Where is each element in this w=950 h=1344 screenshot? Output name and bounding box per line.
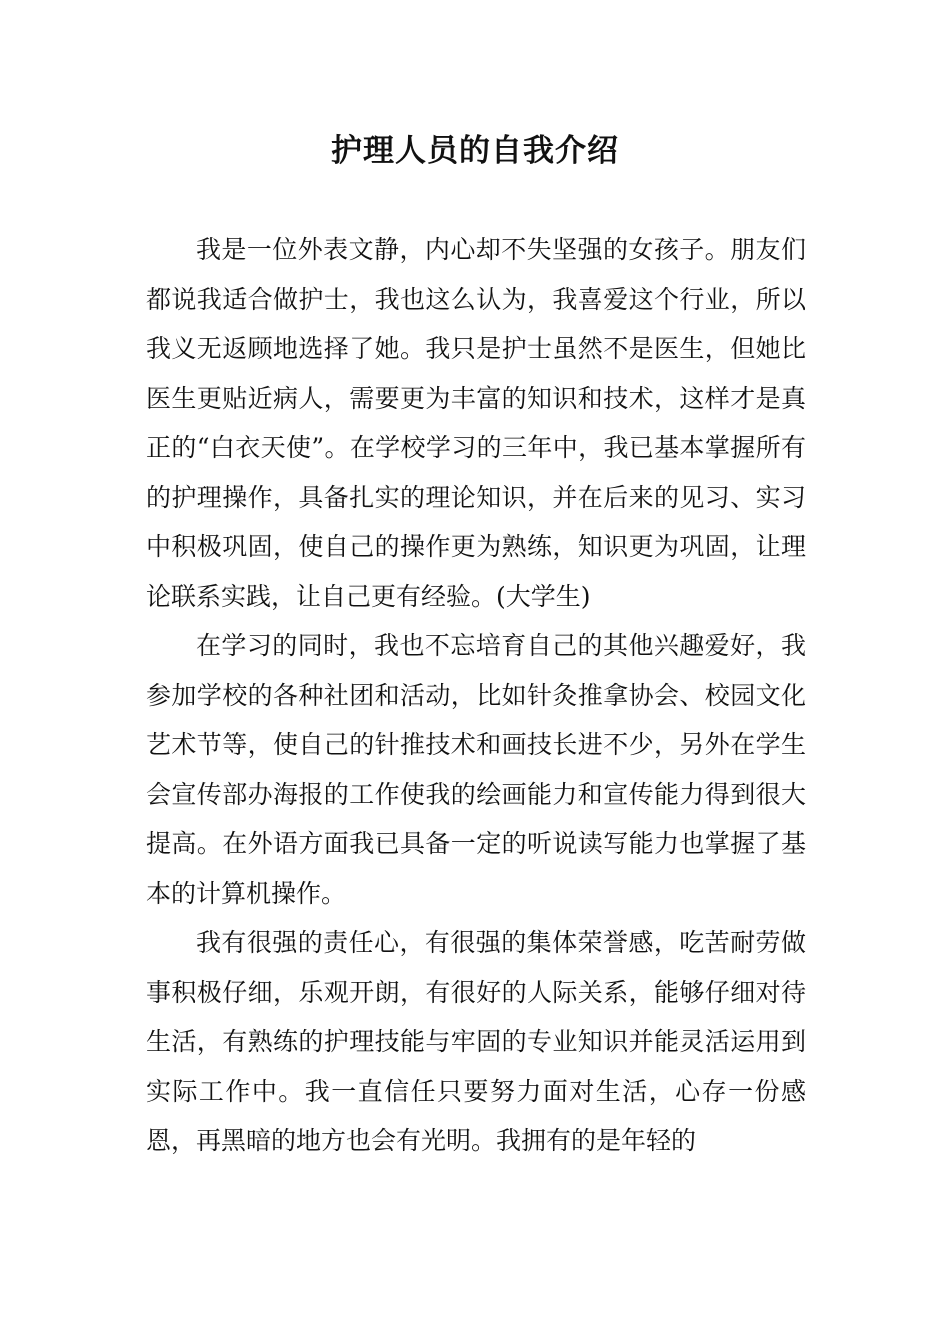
paragraph-3: 我有很强的责任心，有很强的集体荣誉感，吃苦耐劳做事积极仔细，乐观开朗，有很好的人际关系，能够仔细对待生活，有熟练的护理技能与牢固的专业知识并能灵活运用到实际工作中。我一直信任只要努力面对生活，心存一份感恩，再黑暗的地方也会有光明。我拥有的是年轻的 — [146, 928, 806, 1155]
document-title: 护理人员的自我介绍 — [331, 133, 619, 169]
paragraph-1: 我是一位外表文静，内心却不失坚强的女孩子。朋友们都说我适合做护士，我也这么认为，我喜爱这个行业，所以我义无返顾地选择了她。我只是护士虽然不是医生，但她比医生更贴近病人，需要更为丰富的知识和技术，这样才是真正的“白衣天使”。在学校学习的三年中，我已基本掌握所有的护理操作，具备扎实的理论知识，并在后来的见习、实习中积极巩固，使自己的操作更为熟练，知识更为巩固，让理论联系实践，让自己更有经验。(大学生) — [146, 235, 806, 611]
paragraph-2: 在学习的同时，我也不忘培育自己的其他兴趣爱好，我参加学校的各种社团和活动，比如针灸推拿协会、校园文化艺术节等，使自己的针推技术和画技长进不少，另外在学生会宣传部办海报的工作使我的绘画能力和宣传能力得到很大提高。在外语方面我已具备一定的听说读写能力也掌握了基本的计算机操作。 — [146, 631, 806, 908]
document-body — [146, 225, 806, 1166]
